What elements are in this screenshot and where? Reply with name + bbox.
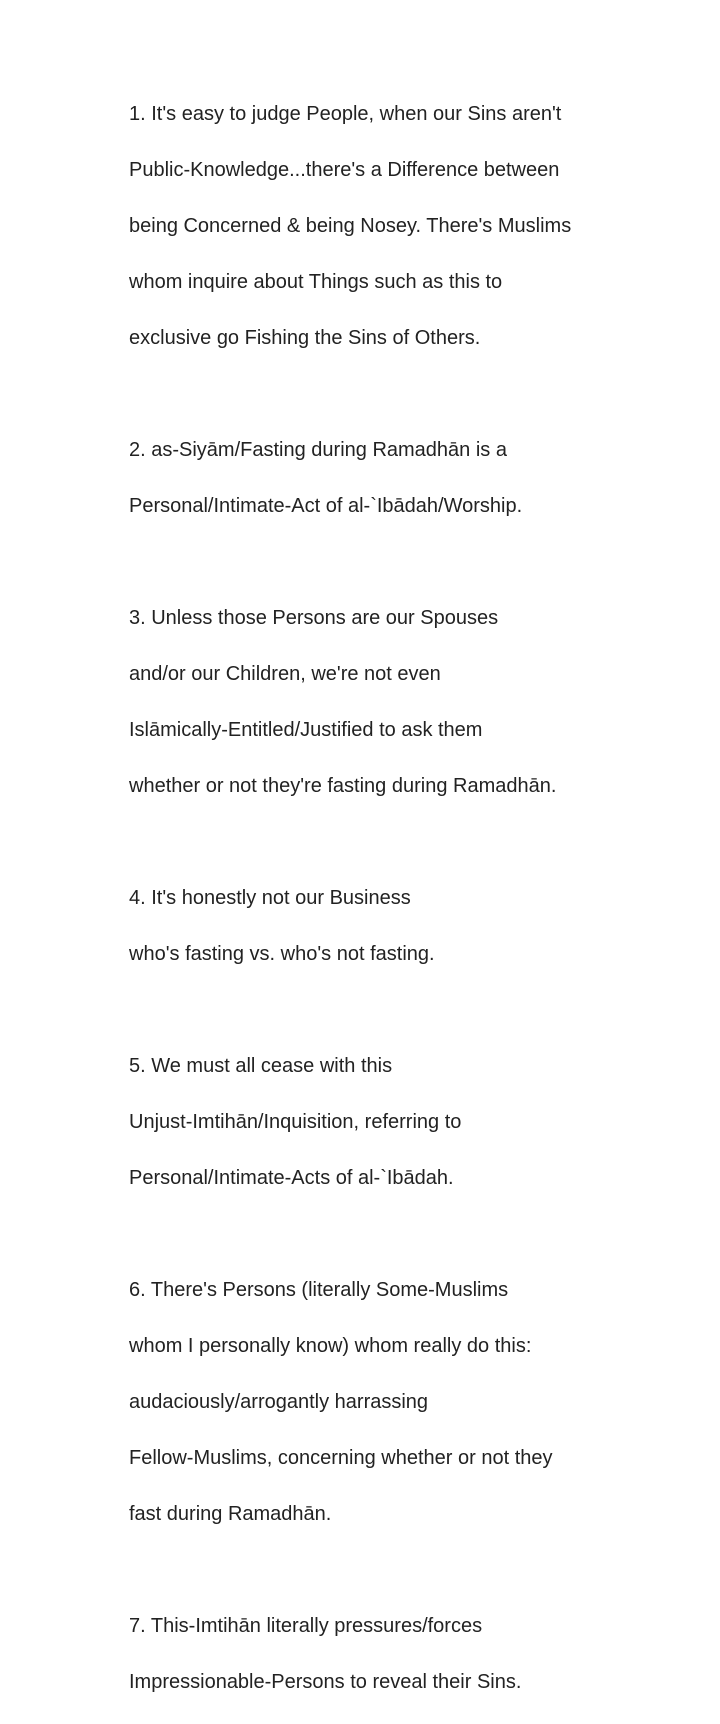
point-1: [129, 72, 609, 380]
point-line: who's fasting vs. who's not fasting.: [129, 943, 435, 965]
document-body: [129, 72, 609, 1724]
point-4: [129, 856, 609, 996]
point-5: [129, 1024, 609, 1220]
point-line: Fellow-Muslims, concerning whether or not they: [129, 1447, 553, 1469]
point-line: 6. There's Persons (literally Some-Muslims: [129, 1279, 509, 1301]
point-line: fast during Ramadhān.: [129, 1503, 332, 1525]
point-line: Personal/Intimate-Acts of al-`Ibādah.: [129, 1167, 454, 1189]
point-line: whom I personally know) whom really do this:: [129, 1335, 532, 1357]
point-line: being Concerned & being Nosey. There's Muslims: [129, 215, 572, 237]
point-7: [129, 1584, 609, 1724]
point-6: [129, 1248, 609, 1556]
point-line: whom inquire about Things such as this to: [129, 271, 503, 293]
point-line: Islāmically-Entitled/Justified to ask them: [129, 719, 483, 741]
point-3: [129, 576, 609, 828]
point-line: 7. This-Imtihān literally pressures/forces: [129, 1615, 483, 1637]
point-line: exclusive go Fishing the Sins of Others.: [129, 327, 481, 349]
point-line: 5. We must all cease with this: [129, 1055, 393, 1077]
point-line: whether or not they're fasting during Ramadhān.: [129, 775, 557, 797]
point-line: Personal/Intimate-Act of al-`Ibādah/Worship.: [129, 495, 523, 517]
point-line: 2. as-Siyām/Fasting during Ramadhān is a: [129, 439, 507, 461]
point-line: Unjust-Imtihān/Inquisition, referring to: [129, 1111, 462, 1133]
point-line: 3. Unless those Persons are our Spouses: [129, 607, 499, 629]
point-line: Public-Knowledge...there's a Difference between: [129, 159, 560, 181]
point-line: audaciously/arrogantly harrassing: [129, 1391, 429, 1413]
point-2: [129, 408, 609, 548]
point-line: 1. It's easy to judge People, when our Sins aren't: [129, 103, 562, 125]
point-line: 4. It's honestly not our Business: [129, 887, 411, 909]
point-line: Impressionable-Persons to reveal their Sins.: [129, 1671, 522, 1693]
point-line: and/or our Children, we're not even: [129, 663, 441, 685]
